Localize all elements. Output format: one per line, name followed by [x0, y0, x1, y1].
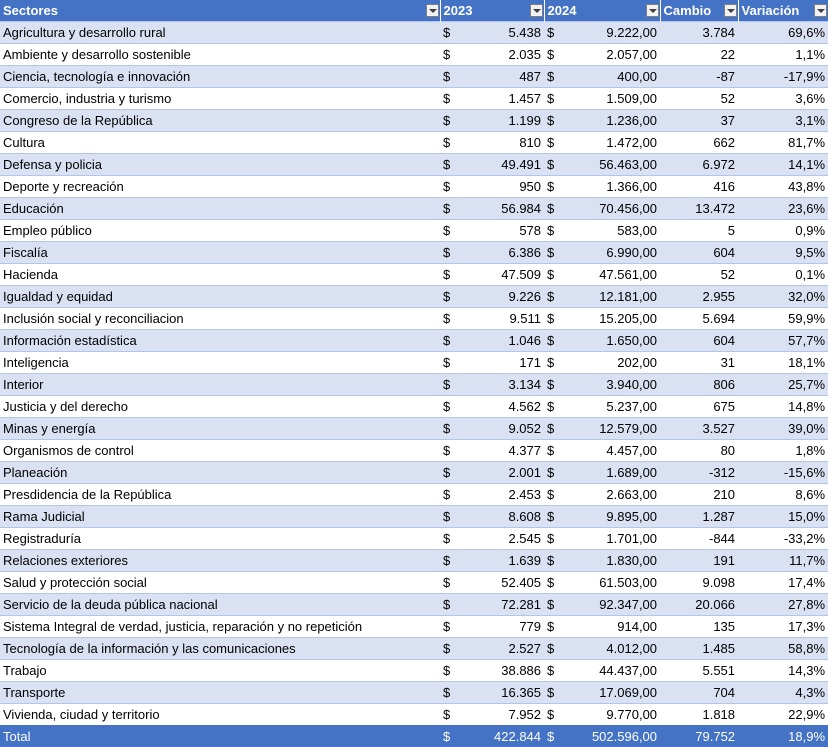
- cell-change[interactable]: -312: [660, 462, 738, 484]
- currency-symbol[interactable]: $: [544, 330, 566, 352]
- cell-2023[interactable]: 1.199: [462, 110, 544, 132]
- currency-symbol[interactable]: $: [544, 176, 566, 198]
- cell-sector[interactable]: Comercio, industria y turismo: [0, 88, 440, 110]
- cell-2024[interactable]: 202,00: [566, 352, 660, 374]
- cell-2024[interactable]: 2.057,00: [566, 44, 660, 66]
- cell-variation[interactable]: 17,4%: [738, 572, 828, 594]
- currency-symbol[interactable]: $: [544, 264, 566, 286]
- filter-dropdown-icon[interactable]: [814, 4, 827, 17]
- cell-2024[interactable]: 2.663,00: [566, 484, 660, 506]
- cell-2023[interactable]: 6.386: [462, 242, 544, 264]
- header-variation-label: Variación: [742, 3, 800, 18]
- total-2023[interactable]: 422.844: [462, 726, 544, 747]
- cell-sector[interactable]: Rama Judicial: [0, 506, 440, 528]
- table-row: [0, 286, 828, 308]
- cell-2024[interactable]: 1.830,00: [566, 550, 660, 572]
- currency-symbol[interactable]: $: [544, 506, 566, 528]
- total-label[interactable]: Total: [0, 726, 440, 747]
- cell-2024[interactable]: 1.689,00: [566, 462, 660, 484]
- currency-symbol[interactable]: $: [544, 418, 566, 440]
- cell-sector[interactable]: Hacienda: [0, 264, 440, 286]
- table-row: [0, 88, 828, 110]
- cell-2024[interactable]: 56.463,00: [566, 154, 660, 176]
- currency-symbol[interactable]: $: [440, 264, 462, 286]
- cell-2024[interactable]: 583,00: [566, 220, 660, 242]
- currency-symbol[interactable]: $: [544, 44, 566, 66]
- currency-symbol[interactable]: $: [544, 660, 566, 682]
- cell-2024[interactable]: 1.236,00: [566, 110, 660, 132]
- currency-symbol[interactable]: $: [544, 616, 566, 638]
- table-row: [0, 616, 828, 638]
- header-change-label: Cambio: [664, 3, 712, 18]
- currency-symbol[interactable]: $: [440, 616, 462, 638]
- cell-2023[interactable]: 4.377: [462, 440, 544, 462]
- total-variation[interactable]: 18,9%: [738, 726, 828, 747]
- cell-variation[interactable]: 23,6%: [738, 198, 828, 220]
- cell-variation[interactable]: 4,3%: [738, 682, 828, 704]
- cell-2023[interactable]: 1.639: [462, 550, 544, 572]
- cell-change[interactable]: 675: [660, 396, 738, 418]
- table-row: [0, 198, 828, 220]
- table-row: [0, 66, 828, 88]
- cell-2023[interactable]: 2.453: [462, 484, 544, 506]
- cell-sector[interactable]: Planeación: [0, 462, 440, 484]
- currency-symbol[interactable]: $: [440, 594, 462, 616]
- cell-sector[interactable]: Ambiente y desarrollo sostenible: [0, 44, 440, 66]
- cell-2024[interactable]: 1.509,00: [566, 88, 660, 110]
- cell-2023[interactable]: 779: [462, 616, 544, 638]
- currency-symbol[interactable]: $: [544, 440, 566, 462]
- currency-symbol[interactable]: $: [544, 594, 566, 616]
- cell-sector[interactable]: Salud y protección social: [0, 572, 440, 594]
- currency-symbol[interactable]: $: [440, 220, 462, 242]
- currency-symbol[interactable]: $: [544, 528, 566, 550]
- cell-change[interactable]: 2.955: [660, 286, 738, 308]
- cell-sector[interactable]: Justicia y del derecho: [0, 396, 440, 418]
- cell-2023[interactable]: 5.438: [462, 22, 544, 44]
- cell-2023[interactable]: 1.457: [462, 88, 544, 110]
- cell-2024[interactable]: 47.561,00: [566, 264, 660, 286]
- cell-sector[interactable]: Sistema Integral de verdad, justicia, reparación y no repetición: [0, 616, 440, 638]
- currency-symbol[interactable]: $: [440, 132, 462, 154]
- cell-2023[interactable]: 4.562: [462, 396, 544, 418]
- header-sector: [0, 0, 440, 22]
- cell-variation[interactable]: 0,9%: [738, 220, 828, 242]
- cell-variation[interactable]: -17,9%: [738, 66, 828, 88]
- cell-2024[interactable]: 1.650,00: [566, 330, 660, 352]
- currency-symbol[interactable]: $: [440, 506, 462, 528]
- cell-2024[interactable]: 17.069,00: [566, 682, 660, 704]
- cell-2023[interactable]: 72.281: [462, 594, 544, 616]
- currency-symbol[interactable]: $: [544, 132, 566, 154]
- currency-symbol[interactable]: $: [440, 374, 462, 396]
- table-row: [0, 550, 828, 572]
- cell-2024[interactable]: 12.579,00: [566, 418, 660, 440]
- cell-change[interactable]: 704: [660, 682, 738, 704]
- table-body: [0, 22, 828, 726]
- cell-sector[interactable]: Organismos de control: [0, 440, 440, 462]
- cell-sector[interactable]: Congreso de la República: [0, 110, 440, 132]
- table-row: [0, 308, 828, 330]
- table-row: [0, 176, 828, 198]
- currency-symbol[interactable]: $: [440, 286, 462, 308]
- cell-sector[interactable]: Presdidencia de la República: [0, 484, 440, 506]
- cell-variation[interactable]: 39,0%: [738, 418, 828, 440]
- cell-variation[interactable]: 14,3%: [738, 660, 828, 682]
- currency-symbol[interactable]: $: [544, 638, 566, 660]
- cell-variation[interactable]: 0,1%: [738, 264, 828, 286]
- cell-2024[interactable]: 3.940,00: [566, 374, 660, 396]
- cell-sector[interactable]: Inclusión social y reconciliacion: [0, 308, 440, 330]
- cell-2024[interactable]: 4.012,00: [566, 638, 660, 660]
- filter-dropdown-icon[interactable]: [724, 4, 737, 17]
- table-row: [0, 660, 828, 682]
- currency-symbol[interactable]: $: [544, 110, 566, 132]
- cell-variation[interactable]: 18,1%: [738, 352, 828, 374]
- cell-2023[interactable]: 2.545: [462, 528, 544, 550]
- cell-variation[interactable]: 3,1%: [738, 110, 828, 132]
- currency-symbol[interactable]: $: [440, 396, 462, 418]
- cell-variation[interactable]: 14,8%: [738, 396, 828, 418]
- table-row: [0, 352, 828, 374]
- cell-2024[interactable]: 70.456,00: [566, 198, 660, 220]
- cell-change[interactable]: 662: [660, 132, 738, 154]
- cell-change[interactable]: 31: [660, 352, 738, 374]
- cell-change[interactable]: 5.694: [660, 308, 738, 330]
- currency-symbol[interactable]: $: [544, 220, 566, 242]
- cell-2023[interactable]: 56.984: [462, 198, 544, 220]
- table-row: [0, 110, 828, 132]
- table-row: [0, 528, 828, 550]
- table-row: [0, 418, 828, 440]
- table-row: [0, 682, 828, 704]
- cell-2024[interactable]: 1.366,00: [566, 176, 660, 198]
- cell-2024[interactable]: 15.205,00: [566, 308, 660, 330]
- currency-symbol[interactable]: $: [440, 462, 462, 484]
- currency-symbol[interactable]: $: [440, 110, 462, 132]
- currency-symbol[interactable]: $: [440, 154, 462, 176]
- currency-symbol[interactable]: $: [440, 44, 462, 66]
- currency-symbol[interactable]: $: [440, 330, 462, 352]
- table-row: [0, 22, 828, 44]
- cell-2023[interactable]: 2.001: [462, 462, 544, 484]
- cell-2023[interactable]: 7.952: [462, 704, 544, 726]
- cell-2023[interactable]: 52.405: [462, 572, 544, 594]
- currency-symbol[interactable]: $: [544, 22, 566, 44]
- total-2024[interactable]: 502.596,00: [566, 726, 660, 747]
- header-2024-label: 2024: [548, 3, 577, 18]
- cell-change[interactable]: 604: [660, 330, 738, 352]
- header-2024: [544, 0, 660, 22]
- currency-symbol[interactable]: $: [440, 638, 462, 660]
- cell-sector[interactable]: Educación: [0, 198, 440, 220]
- filter-dropdown-icon[interactable]: [530, 4, 543, 17]
- cell-2024[interactable]: 400,00: [566, 66, 660, 88]
- cell-sector[interactable]: Relaciones exteriores: [0, 550, 440, 572]
- cell-sector[interactable]: Servicio de la deuda pública nacional: [0, 594, 440, 616]
- cell-2024[interactable]: 44.437,00: [566, 660, 660, 682]
- filter-dropdown-icon[interactable]: [646, 4, 659, 17]
- cell-2023[interactable]: 487: [462, 66, 544, 88]
- cell-2023[interactable]: 171: [462, 352, 544, 374]
- table-row: [0, 220, 828, 242]
- cell-variation[interactable]: 58,8%: [738, 638, 828, 660]
- cell-variation[interactable]: 81,7%: [738, 132, 828, 154]
- currency-symbol[interactable]: $: [440, 572, 462, 594]
- cell-change[interactable]: 1.287: [660, 506, 738, 528]
- currency-symbol[interactable]: $: [544, 308, 566, 330]
- cell-change[interactable]: 5: [660, 220, 738, 242]
- table-row: [0, 572, 828, 594]
- cell-2024[interactable]: 4.457,00: [566, 440, 660, 462]
- cell-change[interactable]: 80: [660, 440, 738, 462]
- cell-variation[interactable]: 22,9%: [738, 704, 828, 726]
- table-row: [0, 242, 828, 264]
- currency-symbol[interactable]: $: [440, 484, 462, 506]
- currency-symbol[interactable]: $: [440, 352, 462, 374]
- cell-change[interactable]: 604: [660, 242, 738, 264]
- cell-change[interactable]: 3.527: [660, 418, 738, 440]
- cell-2024[interactable]: 92.347,00: [566, 594, 660, 616]
- currency-symbol[interactable]: $: [544, 88, 566, 110]
- cell-variation[interactable]: 69,6%: [738, 22, 828, 44]
- cell-change[interactable]: 1.485: [660, 638, 738, 660]
- cell-2023[interactable]: 3.134: [462, 374, 544, 396]
- cell-variation[interactable]: 14,1%: [738, 154, 828, 176]
- currency-symbol[interactable]: $: [440, 704, 462, 726]
- cell-sector[interactable]: Inteligencia: [0, 352, 440, 374]
- header-2023: [440, 0, 544, 22]
- cell-2023[interactable]: 38.886: [462, 660, 544, 682]
- currency-symbol[interactable]: $: [440, 242, 462, 264]
- currency-symbol[interactable]: $: [544, 352, 566, 374]
- cell-sector[interactable]: Agricultura y desarrollo rural: [0, 22, 440, 44]
- table-row: [0, 704, 828, 726]
- cell-variation[interactable]: -33,2%: [738, 528, 828, 550]
- cell-sector[interactable]: Trabajo: [0, 660, 440, 682]
- currency-symbol[interactable]: $: [544, 396, 566, 418]
- cell-2023[interactable]: 9.226: [462, 286, 544, 308]
- cell-change[interactable]: 13.472: [660, 198, 738, 220]
- currency-symbol[interactable]: $: [440, 66, 462, 88]
- header-change: [660, 0, 738, 22]
- table-row: [0, 132, 828, 154]
- currency-symbol[interactable]: $: [544, 682, 566, 704]
- currency-symbol[interactable]: $: [440, 418, 462, 440]
- cell-change[interactable]: 5.551: [660, 660, 738, 682]
- cell-variation[interactable]: 32,0%: [738, 286, 828, 308]
- cell-change[interactable]: 416: [660, 176, 738, 198]
- currency-symbol[interactable]: $: [440, 550, 462, 572]
- table-row: [0, 396, 828, 418]
- table-row: [0, 594, 828, 616]
- currency-symbol[interactable]: $: [544, 704, 566, 726]
- cell-2024[interactable]: 914,00: [566, 616, 660, 638]
- cell-sector[interactable]: Tecnología de la información y las comunicaciones: [0, 638, 440, 660]
- currency-symbol[interactable]: $: [440, 440, 462, 462]
- header-row: [0, 0, 828, 22]
- cell-variation[interactable]: 57,7%: [738, 330, 828, 352]
- currency-symbol[interactable]: $: [440, 528, 462, 550]
- cell-change[interactable]: 210: [660, 484, 738, 506]
- currency-symbol[interactable]: $: [440, 88, 462, 110]
- currency-symbol[interactable]: $: [440, 308, 462, 330]
- cell-2024[interactable]: 5.237,00: [566, 396, 660, 418]
- currency-symbol[interactable]: $: [544, 572, 566, 594]
- cell-sector[interactable]: Interior: [0, 374, 440, 396]
- cell-sector[interactable]: Empleo público: [0, 220, 440, 242]
- cell-2023[interactable]: 1.046: [462, 330, 544, 352]
- cell-2024[interactable]: 1.472,00: [566, 132, 660, 154]
- cell-variation[interactable]: 9,5%: [738, 242, 828, 264]
- cell-sector[interactable]: Cultura: [0, 132, 440, 154]
- cell-sector[interactable]: Igualdad y equidad: [0, 286, 440, 308]
- cell-sector[interactable]: Ciencia, tecnología e innovación: [0, 66, 440, 88]
- currency-symbol[interactable]: $: [544, 198, 566, 220]
- cell-variation[interactable]: 27,8%: [738, 594, 828, 616]
- table-row: [0, 44, 828, 66]
- total-row: [0, 726, 828, 747]
- currency-symbol[interactable]: $: [440, 22, 462, 44]
- cell-2023[interactable]: 49.491: [462, 154, 544, 176]
- table-row: [0, 330, 828, 352]
- cell-2023[interactable]: 810: [462, 132, 544, 154]
- cell-2024[interactable]: 12.181,00: [566, 286, 660, 308]
- filter-dropdown-icon[interactable]: [426, 4, 439, 17]
- cell-2023[interactable]: 16.365: [462, 682, 544, 704]
- cell-2024[interactable]: 9.770,00: [566, 704, 660, 726]
- table-row: [0, 154, 828, 176]
- cell-sector[interactable]: Transporte: [0, 682, 440, 704]
- table-row: [0, 264, 828, 286]
- cell-variation[interactable]: 43,8%: [738, 176, 828, 198]
- table-row: [0, 374, 828, 396]
- cell-2024[interactable]: 9.222,00: [566, 22, 660, 44]
- cell-variation[interactable]: 15,0%: [738, 506, 828, 528]
- currency-symbol[interactable]: $: [544, 726, 566, 747]
- currency-symbol[interactable]: $: [544, 550, 566, 572]
- table-row: [0, 462, 828, 484]
- header-sector-label: Sectores: [3, 3, 58, 18]
- cell-sector[interactable]: Defensa y policia: [0, 154, 440, 176]
- currency-symbol[interactable]: $: [440, 682, 462, 704]
- cell-change[interactable]: 1.818: [660, 704, 738, 726]
- cell-variation[interactable]: 17,3%: [738, 616, 828, 638]
- cell-2023[interactable]: 47.509: [462, 264, 544, 286]
- cell-change[interactable]: 22: [660, 44, 738, 66]
- currency-symbol[interactable]: $: [440, 198, 462, 220]
- cell-change[interactable]: -87: [660, 66, 738, 88]
- currency-symbol[interactable]: $: [440, 660, 462, 682]
- cell-variation[interactable]: 25,7%: [738, 374, 828, 396]
- cell-2023[interactable]: 9.052: [462, 418, 544, 440]
- cell-2023[interactable]: 578: [462, 220, 544, 242]
- table-row: [0, 440, 828, 462]
- cell-2024[interactable]: 61.503,00: [566, 572, 660, 594]
- cell-2024[interactable]: 6.990,00: [566, 242, 660, 264]
- cell-2023[interactable]: 2.527: [462, 638, 544, 660]
- cell-change[interactable]: 9.098: [660, 572, 738, 594]
- currency-symbol[interactable]: $: [544, 154, 566, 176]
- cell-change[interactable]: 20.066: [660, 594, 738, 616]
- currency-symbol[interactable]: $: [544, 286, 566, 308]
- cell-change[interactable]: 806: [660, 374, 738, 396]
- total-change[interactable]: 79.752: [660, 726, 738, 747]
- cell-sector[interactable]: Fiscalía: [0, 242, 440, 264]
- currency-symbol[interactable]: $: [544, 66, 566, 88]
- cell-2024[interactable]: 9.895,00: [566, 506, 660, 528]
- cell-variation[interactable]: -15,6%: [738, 462, 828, 484]
- cell-2023[interactable]: 950: [462, 176, 544, 198]
- currency-symbol[interactable]: $: [440, 726, 462, 747]
- table-row: [0, 506, 828, 528]
- cell-variation[interactable]: 1,1%: [738, 44, 828, 66]
- cell-variation[interactable]: 3,6%: [738, 88, 828, 110]
- table-row: [0, 484, 828, 506]
- currency-symbol[interactable]: $: [544, 374, 566, 396]
- currency-symbol[interactable]: $: [544, 242, 566, 264]
- cell-change[interactable]: 191: [660, 550, 738, 572]
- header-variation: [738, 0, 828, 22]
- cell-change[interactable]: 135: [660, 616, 738, 638]
- cell-2023[interactable]: 2.035: [462, 44, 544, 66]
- table-row: [0, 638, 828, 660]
- cell-change[interactable]: 6.972: [660, 154, 738, 176]
- cell-sector[interactable]: Vivienda, ciudad y territorio: [0, 704, 440, 726]
- cell-change[interactable]: 3.784: [660, 22, 738, 44]
- header-2023-label: 2023: [444, 3, 473, 18]
- cell-sector[interactable]: Minas y energía: [0, 418, 440, 440]
- cell-variation[interactable]: 59,9%: [738, 308, 828, 330]
- currency-symbol[interactable]: $: [544, 484, 566, 506]
- cell-variation[interactable]: 1,8%: [738, 440, 828, 462]
- cell-2023[interactable]: 8.608: [462, 506, 544, 528]
- cell-change[interactable]: -844: [660, 528, 738, 550]
- cell-variation[interactable]: 8,6%: [738, 484, 828, 506]
- cell-2024[interactable]: 1.701,00: [566, 528, 660, 550]
- cell-sector[interactable]: Deporte y recreación: [0, 176, 440, 198]
- cell-change[interactable]: 37: [660, 110, 738, 132]
- cell-change[interactable]: 52: [660, 264, 738, 286]
- cell-change[interactable]: 52: [660, 88, 738, 110]
- cell-2023[interactable]: 9.511: [462, 308, 544, 330]
- currency-symbol[interactable]: $: [440, 176, 462, 198]
- cell-variation[interactable]: 11,7%: [738, 550, 828, 572]
- cell-sector[interactable]: Información estadística: [0, 330, 440, 352]
- currency-symbol[interactable]: $: [544, 462, 566, 484]
- cell-sector[interactable]: Registraduría: [0, 528, 440, 550]
